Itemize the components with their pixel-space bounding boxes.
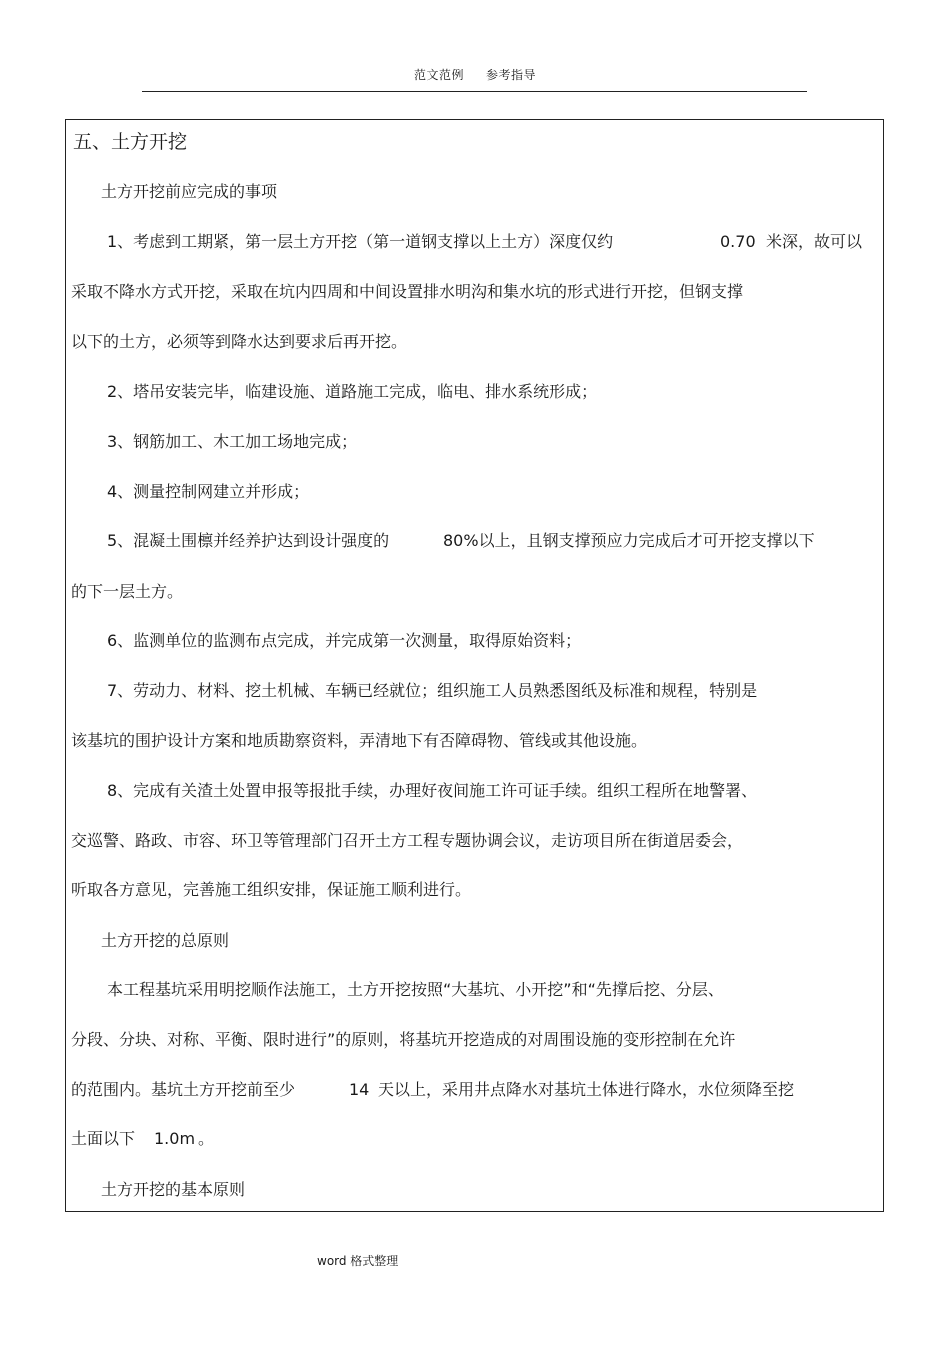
principle-days-value: 14: [349, 1080, 370, 1099]
item-1-text-cont: 采取不降水方式开挖，采取在坑内四周和中间设置排水明沟和集水坑的形式进行开挖，但钢支撑: [71, 282, 744, 301]
item-8-text-cont2: 听取各方意见，完善施工组织安排，保证施工顺利进行。: [71, 880, 472, 899]
subheading-basic-principle: 土方开挖的基本原则: [101, 1180, 246, 1199]
item-5-text-percent: 80%以上，且钢支撑预应力完成后才可开挖支撑以下: [443, 531, 815, 550]
principle-paragraph-cont: 分段、分块、对称、平衡、限时进行”的原则，将基坑开挖造成的对周围设施的变形控制在允许: [71, 1030, 736, 1049]
page-footer: word 格式整理: [317, 1254, 399, 1268]
item-1-depth-value: 0.70: [720, 232, 756, 251]
principle-paragraph-cont2: 的范围内。基坑土方开挖前至少: [71, 1080, 296, 1099]
subheading-general-principle: 土方开挖的总原则: [101, 931, 230, 950]
principle-paragraph-cont2-end: 天以上，采用井点降水对基坑土体进行降水，水位须降至挖: [378, 1080, 795, 1099]
header-rule: [142, 91, 807, 92]
header-left: 范文范例: [413, 68, 464, 82]
principle-paragraph-cont3: 土面以下: [71, 1129, 136, 1148]
item-2-text: 2、塔吊安装完毕，临建设施、道路施工完成，临电、排水系统形成；: [107, 382, 598, 401]
principle-period: 。: [198, 1129, 215, 1148]
principle-paragraph: 本工程基坑采用明挖顺作法施工，土方开挖按照“大基坑、小开挖”和“先撑后挖、分层、: [107, 980, 724, 999]
item-3-text: 3、钢筋加工、木工加工场地完成；: [107, 432, 358, 451]
section-title: 五、土方开挖: [73, 131, 188, 153]
item-7-text: 7、劳动力、材料、挖土机械、车辆已经就位；组织施工人员熟悉图纸及标准和规程，特别是: [107, 681, 758, 700]
page-header: [0, 66, 950, 83]
item-8-text-cont: 交巡警、路政、市容、环卫等管理部门召开土方工程专题协调会议，走访项目所在街道居委会，: [71, 831, 744, 850]
item-1-text-cont2: 以下的土方，必须等到降水达到要求后再开挖。: [71, 332, 408, 351]
item-4-text: 4、测量控制网建立并形成；: [107, 482, 310, 501]
item-5-text-cont: 的下一层土方。: [71, 582, 184, 601]
item-1-text-end: 米深，故可以: [766, 232, 863, 251]
item-7-text-cont: 该基坑的围护设计方案和地质勘察资料，弄清地下有否障碍物、管线或其他设施。: [71, 731, 648, 750]
item-5-text: 5、混凝土围檩并经养护达到设计强度的: [107, 531, 390, 550]
item-1-text: 1、考虑到工期紧，第一层土方开挖（第一道钢支撑以上土方）深度仅约: [107, 232, 614, 251]
header-right: 参考指导: [486, 68, 537, 82]
principle-depth-value: 1.0m: [154, 1129, 196, 1148]
item-8-text: 8、完成有关渣土处置申报等报批手续，办理好夜间施工许可证手续。组织工程所在地警署、: [107, 781, 758, 800]
subheading-prerequisites: 土方开挖前应完成的事项: [101, 182, 278, 201]
item-6-text: 6、监测单位的监测布点完成，并完成第一次测量，取得原始资料；: [107, 631, 582, 650]
